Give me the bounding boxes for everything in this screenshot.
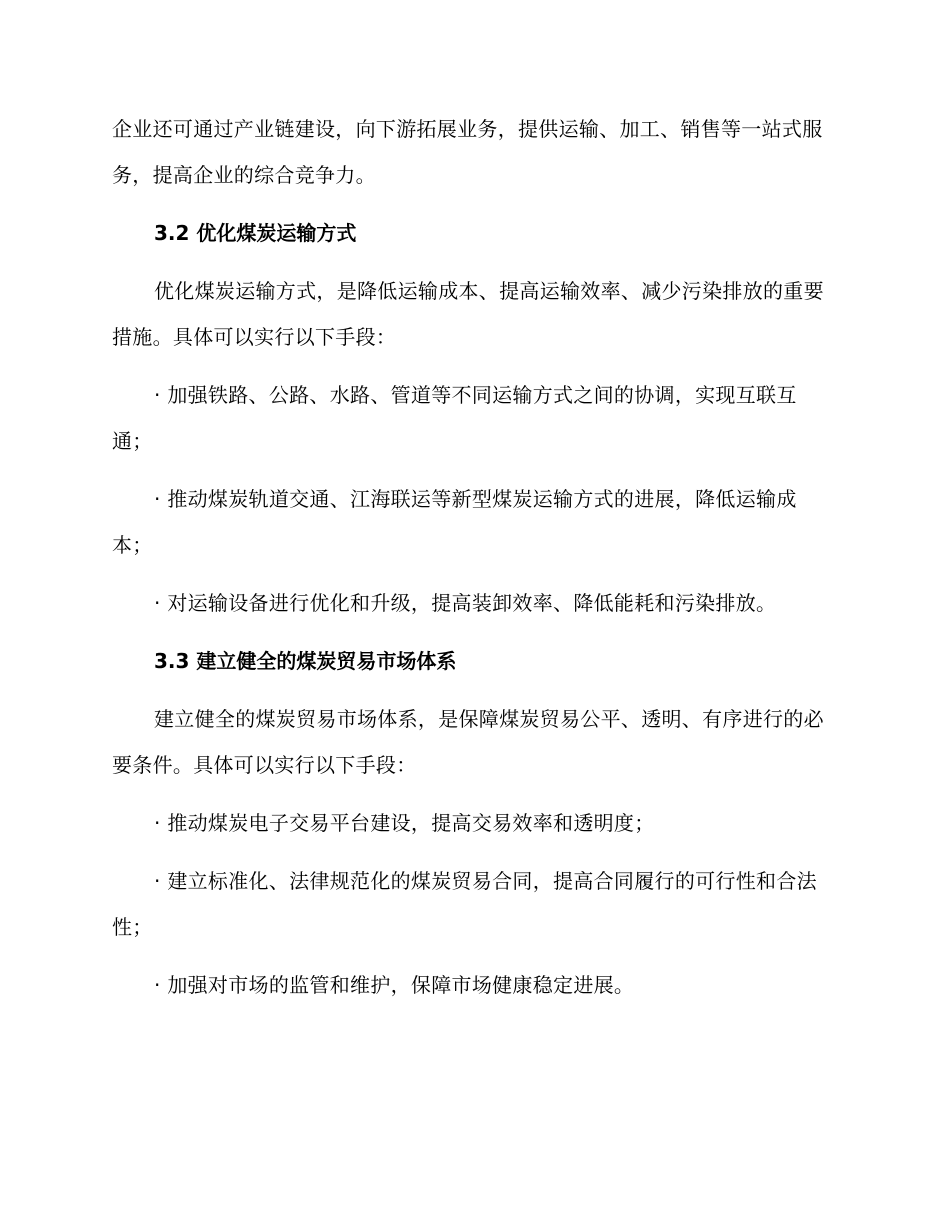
section-3-3-bullet-2: · 建立标准化、法律规范化的煤炭贸易合同，提高合同履行的可行性和合法性； [112, 869, 817, 939]
document-page [112, 106, 832, 1020]
section-3-2-lead: 优化煤炭运输方式，是降低运输成本、提高运输效率、减少污染排放的重要措施。具体可以实行以下手段： [112, 279, 824, 349]
section-3-2-bullet-1: · 加强铁路、公路、水路、管道等不同运输方式之间的协调，实现互联互通； [112, 383, 797, 453]
section-3-2-bullet-2: · 推动煤炭轨道交通、江海联运等新型煤炭运输方式的进展，降低运输成本； [112, 487, 797, 557]
section-3-3-heading: 3.3 建立健全的煤炭贸易市场体系 [154, 649, 457, 673]
section-3-3-lead: 建立健全的煤炭贸易市场体系，是保障煤炭贸易公平、透明、有序进行的必要条件。具体可以实行以下手段： [112, 707, 824, 777]
section-3-3-bullet-3: · 加强对市场的监管和维护，保障市场健康稳定进展。 [154, 973, 635, 997]
section-3-2-bullet-3: · 对运输设备进行优化和升级，提高装卸效率、降低能耗和污染排放。 [154, 591, 777, 615]
section-3-3-bullet-1: · 推动煤炭电子交易平台建设，提高交易效率和透明度； [154, 811, 655, 835]
intro-paragraph: 企业还可通过产业链建设，向下游拓展业务，提供运输、加工、销售等一站式服务，提高企业的综合竞争力。 [112, 117, 823, 187]
section-3-2-heading: 3.2 优化煤炭运输方式 [154, 221, 357, 245]
